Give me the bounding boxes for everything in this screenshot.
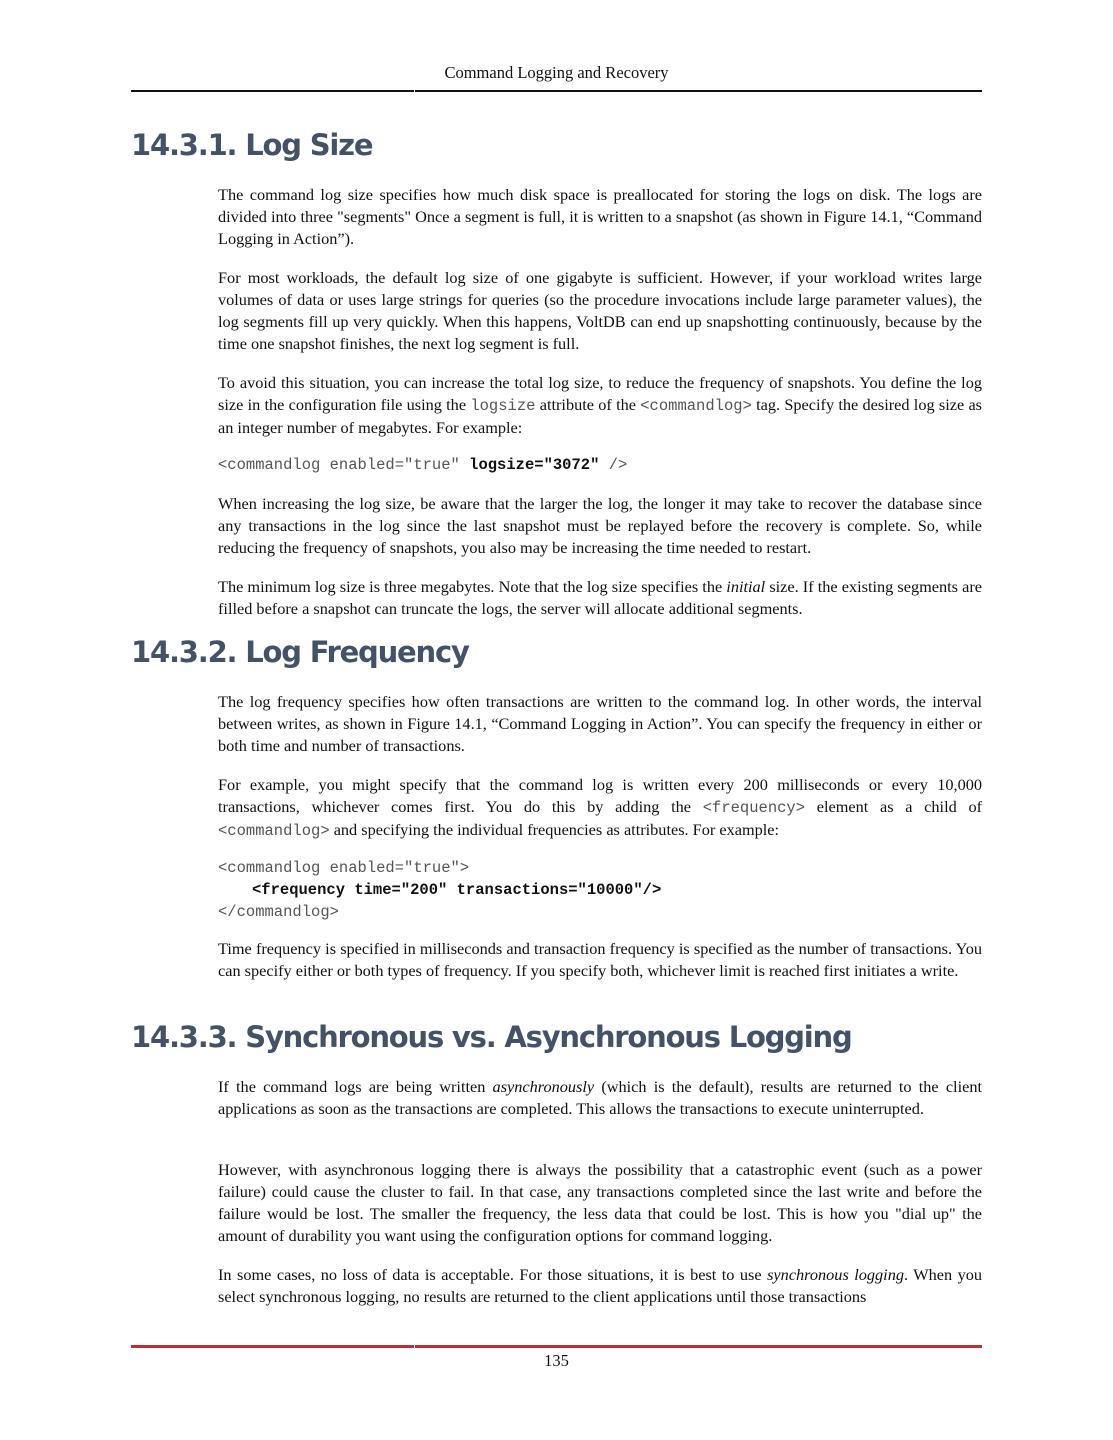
section-heading-log-size: 14.3.1. Log Size: [131, 128, 373, 162]
paragraph: When increasing the log size, be aware that the larger the log, the longer it may take to recover the database since any transactions in the log since the last snapshot must be replayed before the recovery is complete. So, while reducing the frequency of snapshots, you also may be increasing the time needed to restart.: [218, 494, 982, 557]
paragraph: The minimum log size is three megabytes. Note that the log size specifies the initial size. If the existing segments are filled before a snapshot can truncate the logs, the server will allocate additional segments.: [218, 577, 982, 618]
inline-code: logsize: [470, 397, 536, 415]
inline-code: <frequency>: [702, 799, 806, 817]
paragraph: Time frequency is specified in milliseconds and transaction frequency is specified as the number of transactions. You can specify either or both types of frequency. If you specify both, whichever limit is reached first initiates a write.: [218, 939, 982, 980]
running-header: Command Logging and Recovery: [444, 63, 669, 82]
footer-rule: [131, 1345, 982, 1348]
paragraph: The log frequency specifies how often transactions are written to the command log. In other words, the interval between writes, as shown in Figure 14.1, “Command Logging in Action”. You can specify the frequency in either or both time and number of transactions.: [218, 692, 982, 755]
inline-code: <commandlog>: [640, 397, 752, 415]
section-heading-sync-async-logging: 14.3.3. Synchronous vs. Asynchronous Logging: [131, 1020, 852, 1054]
paragraph: The command log size specifies how much disk space is preallocated for storing the logs on disk. The logs are divided into three "segments" Once a segment is full, it is written to a snapshot (as shown in Figure 14.1, “Command Logging in Action”).: [218, 185, 982, 248]
paragraph: For most workloads, the default log size of one gigabyte is sufficient. However, if your workload writes large volumes of data or uses large strings for queries (so the procedure invocations include large parameter values), the log segments fill up very quickly. When this happens, VoltDB can end up snapshotting continuously, because by the time one snapshot finishes, the next log segment is full.: [218, 268, 982, 353]
paragraph: However, with asynchronous logging there is always the possibility that a catastrophic event (such as a power failure) could cause the cluster to fail. In that case, any transactions completed since the last write and before the failure would be lost. The smaller the frequency, the less data that could be lost. This is how you "dial up" the amount of durability you want using the configuration options for command logging.: [218, 1160, 982, 1245]
paragraph: If the command logs are being written asynchronously (which is the default), results are returned to the client applications as soon as the transactions are completed. This allows the transactions to execute uninterrupted.: [218, 1077, 982, 1118]
paragraph: For example, you might specify that the command log is written every 200 milliseconds or every 10,000 transactions, whichever comes first. You do this by adding the <frequency> element as a child of <commandlog> and specifying the individual frequencies as attributes. For example:: [218, 775, 983, 840]
page-number: 135: [544, 1351, 569, 1370]
code-block: <commandlog enabled="true" logsize="3072" />: [218, 456, 628, 474]
paragraph: In some cases, no loss of data is acceptable. For those situations, it is best to use synchronous logging. When you select synchronous logging, no results are returned to the client applications until those transactions: [218, 1265, 982, 1306]
code-block: <commandlog enabled="true"> <frequency time="200" transactions="10000"/> </commandlog>: [218, 859, 662, 921]
inline-code: <commandlog>: [218, 822, 330, 840]
header-rule: [131, 90, 982, 92]
section-heading-log-frequency: 14.3.2. Log Frequency: [131, 635, 469, 669]
paragraph: To avoid this situation, you can increase the total log size, to reduce the frequency of snapshots. You define the log size in the configuration file using the logsize attribute of the <commandlog> tag. Specify the desired log size as an integer number of megabytes. For example:: [218, 373, 983, 437]
